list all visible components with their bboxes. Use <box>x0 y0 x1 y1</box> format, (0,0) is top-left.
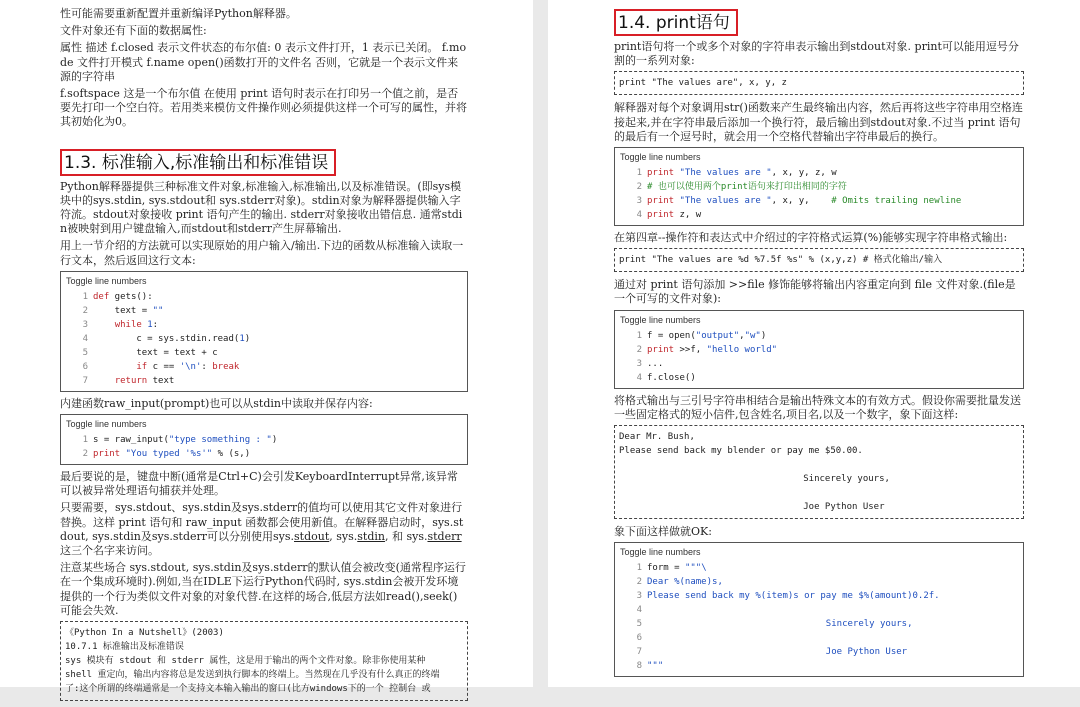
letter-line: Joe Python User <box>619 502 885 513</box>
line-number: 1 <box>82 291 88 302</box>
code-token: , x, y, z, w <box>771 168 837 179</box>
code-token: gets(): <box>109 291 153 302</box>
paragraph: 用上一节介绍的方法就可以实现原始的用户输入/输出.下边的函数从标准输入读取一行文本，然后返回这行文本: <box>60 239 464 267</box>
code-token <box>93 376 115 386</box>
code-line <box>66 433 462 447</box>
letter-line <box>619 458 1019 472</box>
code-line <box>620 561 1018 575</box>
line-number: 6 <box>82 361 88 372</box>
code-line <box>620 180 1018 194</box>
paragraph: 文件对象还有下面的数据属性: <box>60 24 207 38</box>
code-line <box>66 304 462 318</box>
code-token: 1 <box>147 319 153 330</box>
quote-line: 《Python In a Nutshell》(2003) <box>65 628 224 639</box>
line-number: 5 <box>636 619 642 630</box>
code-token <box>93 362 136 372</box>
code-block <box>614 542 1024 677</box>
line-number: 3 <box>636 358 642 369</box>
code-lines <box>66 433 462 461</box>
underlined-text: stderr <box>427 529 462 543</box>
paragraph: 属性 描述 f.closed 表示文件状态的布尔值: 0 表示文件打开，1 表示已关闭。 f.mode 文件打开模式 f.name open()函数打开的文件名 否则，它就是一个表示文件来源的字符串 <box>60 41 467 83</box>
text-span: 只要需要，sys.stdout、sys.stdin及sys.stderr的值均可以使用其它文件对象进行替换。这样 print 语句和 raw_input 函数都会使用新值。在解释器启动时，sys.stdout, sys.stdin及sys.stderr可以分别使用sys. <box>60 501 464 543</box>
code-token: print <box>647 168 675 179</box>
code-token: ) <box>271 435 278 446</box>
code-token: c == <box>147 361 180 372</box>
code-token: print <box>647 196 675 207</box>
code-line <box>620 617 1018 631</box>
letter-line: Please send back my blender or pay me $50.00. <box>619 446 863 457</box>
line-number: 4 <box>636 372 642 383</box>
code-token: text = text + c <box>93 347 218 358</box>
code-token: "output" <box>695 330 740 341</box>
line-number: 3 <box>636 591 642 602</box>
line-number: 1 <box>82 435 88 446</box>
code-token: if <box>136 361 148 372</box>
code-block <box>60 414 468 465</box>
line-number: 2 <box>636 344 642 355</box>
line-number: 4 <box>636 210 642 221</box>
code-token: text <box>147 375 175 386</box>
code-token: "The values are " <box>679 168 772 179</box>
letter-line <box>619 486 1019 500</box>
line-number: 8 <box>636 661 642 672</box>
paragraph: print语句将一个或多个对象的字符串表示输出到stdout对象. print可以能用逗号分割的一系列对象: <box>614 40 1019 68</box>
right-page-content <box>614 0 1024 682</box>
code-token: 1 <box>239 333 245 344</box>
code-line <box>620 166 1018 180</box>
code-token: '\n' <box>179 361 202 372</box>
code-token: , x, y, <box>771 196 832 207</box>
code-token: Dear %(name)s, <box>647 577 723 588</box>
line-number: 6 <box>636 633 642 644</box>
code-line <box>620 343 1018 357</box>
code-token: print <box>93 449 121 460</box>
code-line <box>66 360 462 374</box>
code-token: ... <box>647 358 664 369</box>
underlined-text: stdin <box>357 529 385 543</box>
code-token: , <box>739 330 745 341</box>
code-token: % (s,) <box>212 449 251 460</box>
line-number: 7 <box>636 647 642 658</box>
code-token: ) <box>244 333 251 344</box>
code-snippet <box>614 71 1024 95</box>
code-line <box>66 346 462 360</box>
line-number: 7 <box>82 375 88 386</box>
line-number: 3 <box>82 319 88 330</box>
code-block <box>614 147 1024 226</box>
right-page <box>548 0 1080 687</box>
code-line <box>66 290 462 304</box>
paragraph <box>60 501 468 558</box>
line-number: 5 <box>82 347 88 358</box>
code-line <box>620 194 1018 208</box>
code-lines <box>620 561 1018 673</box>
line-number: 1 <box>636 563 642 574</box>
section-heading-1-4: 1.4. print语句 <box>614 9 738 36</box>
letter-line: Sincerely yours, <box>619 474 890 485</box>
paragraph: 内建函数raw_input(prompt)也可以从stdin中读取并保存内容: <box>60 396 373 410</box>
paragraph: 将格式输出与三引号字符串相结合是输出特殊文本的有效方式。假设你需要批量发送一些固定格式的短小信件,包含姓名,项目名,以及一个数字，象下面这样: <box>614 393 1021 421</box>
code-line <box>66 332 462 346</box>
paragraph: 注意某些场合 sys.stdout, sys.stdin及sys.stderr的默认值会被改变(通常程序运行在一个集成环境时).例如,当在IDLE下运行Python代码时, sys.stdin会被开发环境提供的一个行为类似文件对象的对象代替.在这样的场合,低层方法如read(),seek()可能会失效. <box>60 561 466 617</box>
line-number: 3 <box>636 196 642 207</box>
code-token <box>93 320 115 330</box>
code-line: print "The values are", x, y, z <box>619 78 787 89</box>
code-line <box>66 318 462 332</box>
code-token: : <box>152 319 159 330</box>
code-lines <box>66 290 462 388</box>
line-number: 4 <box>636 605 642 616</box>
code-token: f = open( <box>647 330 696 341</box>
code-line <box>620 603 1018 617</box>
code-line <box>620 645 1018 659</box>
code-token: : <box>201 361 213 372</box>
code-line <box>620 329 1018 343</box>
code-token: c = sys.stdin.read( <box>93 333 240 344</box>
quote-line: shell 重定向，输出内容将总是发送到执行脚本的终端上。当然现在几乎没有什么真正的终端 <box>65 670 440 681</box>
code-token: text = <box>93 305 153 316</box>
quote-line: sys 模块有 stdout 和 stderr 属性，这是用于输出的两个文件对象。除非你使用某种 <box>65 656 426 667</box>
letter-line: Dear Mr. Bush, <box>619 432 695 443</box>
left-page-content <box>60 0 468 707</box>
code-line <box>620 208 1018 222</box>
code-line: print "The values are %d %7.5f %s" % (x,y,z) # 格式化输出/输入 <box>619 255 943 266</box>
code-token: "" <box>152 305 164 316</box>
text-span: , sys. <box>329 529 358 543</box>
left-page <box>0 0 533 695</box>
code-token: Joe Python User <box>647 647 908 658</box>
code-line <box>66 447 462 461</box>
paragraph: 最后要说的是，键盘中断(通常是Ctrl+C)会引发KeyboardInterrupt异常,该异常可以被异常处理语句捕获并处理。 <box>60 470 458 498</box>
toggle-line-numbers-link[interactable]: Toggle line numbers <box>620 547 701 558</box>
toggle-line-numbers-link[interactable]: Toggle line numbers <box>620 152 701 163</box>
code-token: Sincerely yours, <box>647 619 913 630</box>
code-token: ) <box>760 330 767 341</box>
code-token: "type something : " <box>168 435 272 446</box>
code-token: print <box>647 210 675 221</box>
quote-line: 了:这个所谓的终端通常是一个支持文本输入输出的窗口(比方windows下的一个 控制台 或 <box>65 684 431 695</box>
code-line <box>620 589 1018 603</box>
code-token: """ <box>647 661 664 672</box>
line-number: 2 <box>82 305 88 316</box>
code-token: "w" <box>744 330 761 341</box>
code-token: break <box>212 361 240 372</box>
paragraph: 性可能需要重新配置并重新编译Python解释器。 <box>60 7 297 20</box>
line-number: 4 <box>82 333 88 344</box>
code-token: print <box>647 344 675 355</box>
code-line <box>620 371 1018 385</box>
code-token: """\ <box>684 563 707 574</box>
paragraph: 象下面这样做就OK: <box>614 525 712 539</box>
toggle-line-numbers-link[interactable]: Toggle line numbers <box>66 275 147 286</box>
code-token: "You typed '%s'" <box>125 449 213 460</box>
quote-line: 10.7.1 标准输出及标准错误 <box>65 642 184 653</box>
code-token: f.close() <box>647 372 696 383</box>
code-lines <box>620 166 1018 222</box>
code-token: s = raw_input( <box>93 435 169 446</box>
paragraph: 解释器对每个对象调用str()函数来产生最终输出内容，然后再将这些字符串用空格连接起来,并在字符串最后添加一个换行符，最后输出到stdout对象.不过当 print 语句的最后有一个逗号时，就会用一个空格代替输出字符串最后的换行。 <box>614 101 1023 143</box>
code-line <box>66 374 462 388</box>
line-number: 2 <box>636 182 642 193</box>
line-number: 2 <box>82 449 88 460</box>
toggle-line-numbers-link[interactable]: Toggle line numbers <box>66 419 147 430</box>
toggle-line-numbers-link[interactable]: Toggle line numbers <box>620 314 701 325</box>
code-line <box>620 631 1018 645</box>
text-span: , 和 sys. <box>384 529 428 543</box>
code-token: while <box>114 319 142 330</box>
code-line <box>620 575 1018 589</box>
line-number: 1 <box>636 330 642 341</box>
code-token: "The values are " <box>679 196 772 207</box>
code-lines <box>620 329 1018 385</box>
letter-example <box>614 425 1024 519</box>
code-token: >>f, <box>674 344 707 355</box>
paragraph: 通过对 print 语句添加 >>file 修饰能够将输出内容重定向到 file 文件对象.(file是一个可写的文件对象): <box>614 278 1016 306</box>
code-token: # 也可以使用两个print语句来打印出相同的字符 <box>647 182 847 193</box>
code-token: z, w <box>674 210 702 221</box>
code-line <box>620 659 1018 673</box>
code-token: return <box>114 375 148 386</box>
paragraph: Python解释器提供三种标准文件对象,标准输入,标准输出,以及标准错误。(即sys模块中的sys.stdin, sys.stdout和 sys.stderr对象)。stdin对象为解释器提供输入字符流。stdout对象接收 print 语句产生的输出. stderr对象接收出错信息. 通常stdin被映射到用户键盘输入,而stdout和stderr产生屏幕输出. <box>60 179 463 236</box>
line-number: 2 <box>636 577 642 588</box>
code-token: "hello world" <box>706 344 778 355</box>
section-heading-1-3: 1.3. 标准输入,标准输出和标准错误 <box>60 149 336 176</box>
underlined-text: stdout <box>294 529 330 543</box>
paragraph: 在第四章--操作符和表达式中介绍过的字符格式运算(%)能够实现字符串格式输出: <box>614 231 1008 245</box>
code-snippet <box>614 248 1024 272</box>
quote-block <box>60 621 468 701</box>
code-block <box>614 310 1024 389</box>
code-token: def <box>93 291 110 302</box>
paragraph: f.softspace 这是一个布尔值 在使用 print 语句时表示在打印另一个值之前，是否要先打印一个空白符。若用类来模仿文件操作则必须提供这样一个可写的属性，并将其初始化为0。 <box>60 87 467 129</box>
code-token: Please send back my %(item)s or pay me $%(amount)0.2f. <box>647 591 940 602</box>
code-token: form = <box>647 563 685 574</box>
code-token: # Omits trailing newline <box>831 196 962 207</box>
line-number: 1 <box>636 168 642 179</box>
code-block <box>60 271 468 392</box>
code-line <box>620 357 1018 371</box>
text-span: 这三个名字来访问。 <box>60 544 159 558</box>
